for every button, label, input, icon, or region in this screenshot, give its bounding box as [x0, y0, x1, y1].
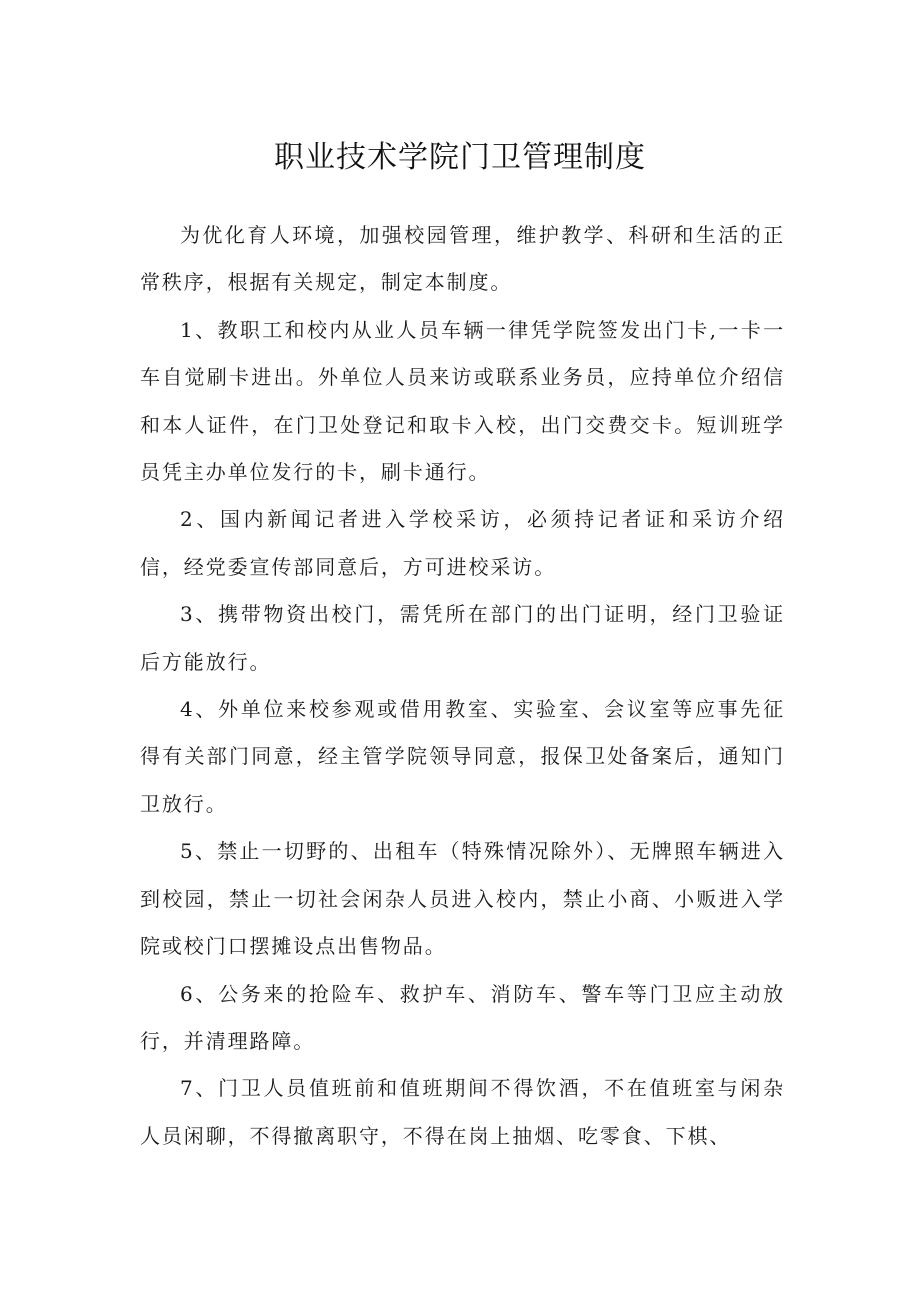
document-body — [140, 212, 785, 1160]
rule-paragraph-1: 1、教职工和校内从业人员车辆一律凭学院签发出门卡,一卡一车自觉刷卡进出。外单位人员来访或联系业务员，应持单位介绍信和本人证件，在门卫处登记和取卡入校，出门交费交卡。短训班学员凭主办单位发行的卡，刷卡通行。 — [140, 317, 785, 485]
rule-paragraph-2: 2、国内新闻记者进入学校采访，必须持记者证和采访介绍信，经党委宣传部同意后，方可进校采访。 — [140, 507, 785, 579]
rule-paragraph-5: 5、禁止一切野的、出租车（特殊情况除外）、无牌照车辆进入到校园，禁止一切社会闲杂人员进入校内，禁止小商、小贩进入学院或校门口摆摊设点出售物品。 — [140, 839, 785, 959]
rule-paragraph-3: 3、携带物资出校门，需凭所在部门的出门证明，经门卫验证后方能放行。 — [140, 602, 785, 674]
rule-paragraph-6: 6、公务来的抢险车、救护车、消防车、警车等门卫应主动放行，并清理路障。 — [140, 981, 785, 1053]
rule-paragraph-7: 7、门卫人员值班前和值班期间不得饮酒，不在值班室与闲杂人员闲聊，不得撤离职守，不得在岗上抽烟、吃零食、下棋、 — [140, 1076, 785, 1148]
document-title: 职业技术学院门卫管理制度 — [274, 140, 646, 175]
rule-paragraph-4: 4、外单位来校参观或借用教室、实验室、会议室等应事先征得有关部门同意，经主管学院领导同意，报保卫处备案后，通知门卫放行。 — [140, 697, 785, 816]
intro-paragraph: 为优化育人环境，加强校园管理，维护教学、科研和生活的正常秩序，根据有关规定，制定本制度。 — [140, 223, 785, 295]
